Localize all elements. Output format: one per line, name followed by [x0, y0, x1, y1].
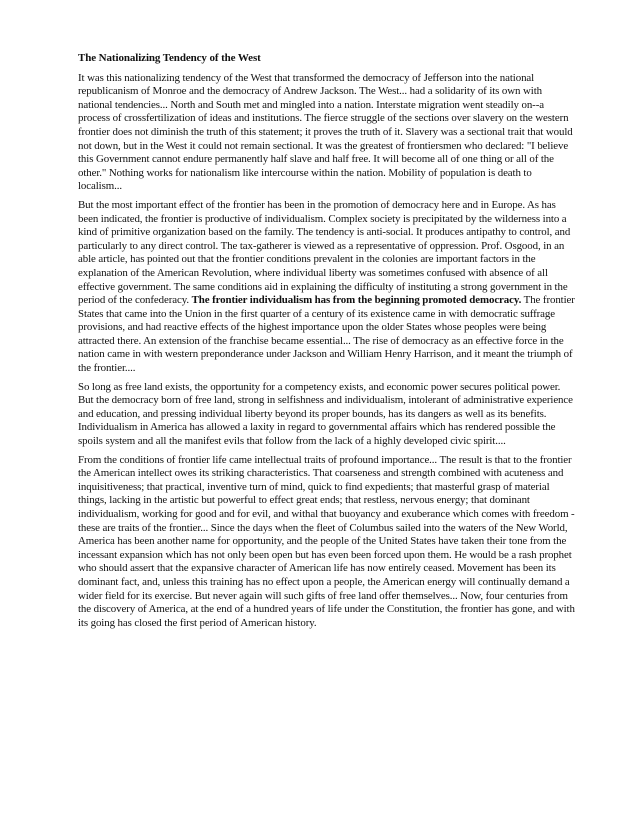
paragraph-free-land [78, 381, 578, 449]
bold-sentence: The frontier individualism has from the beginning promoted democracy. [191, 294, 522, 307]
paragraph-nationalizing [78, 72, 578, 194]
paragraph-text: From the conditions of frontier life came intellectual traits of profound importance... The result is that to the frontier the American intellect owes its striking characteristics. That coarseness and strength combined with acuteness and inquisitiveness; that practical, inventive turn of mind, quick to find expedients; that masterful grasp of material things, lacking in the artistic but powerful to effect great ends; that restless, nervous energy; that dominant individualism, working for good and for evil, and withal that buoyancy and exuberance which comes with freedom - these are traits of the frontier... Since the days when the fleet of Columbus sailed into the waters of the New World, America has been another name for opportunity, and the people of the United States have taken their tone from the incessant expansion which has not only been open but has even been forced upon them. He would be a rash prophet who should assert that the expansive character of American life has now entirely ceased. Movement has been its dominant fact, and, unless this training has no effect upon a people, the American energy will continually demand a wider field for its exercise. But never again will such gifts of free land offer themselves... Now, four centuries from the discovery of America, at the end of a hundred years of life under the Constitution, the frontier has gone, and with its going has closed the first period of American history. [78, 453, 575, 629]
paragraph-democracy [78, 199, 578, 376]
document-title: The Nationalizing Tendency of the West [78, 52, 261, 64]
paragraph-intellectual-traits [78, 454, 578, 631]
paragraph-text-continued: The frontier States that came into the Union in the first quarter of a century of its existence came in with democratic suffrage provisions, and had reactive effects of the highest importance upon the older States whose peoples were being attracted there. An extension of the franchise became essential... The rise of democracy as an effective force in the nation came in with western preponderance under Jackson and William Henry Harrison, and it meant the triumph of the frontier.... [78, 294, 575, 375]
document-page [78, 52, 578, 635]
paragraph-text: So long as free land exists, the opportunity for a competency exists, and economic power secures political power. But the democracy born of free land, strong in selfishness and individualism, intolerant of administrative experience and education, and pressing individual liberty beyond its proper bounds, has its dangers as well as its benefits. Individualism in America has allowed a laxity in regard to governmental affairs which has rendered possible the spoils system and all the manifest evils that follow from the lack of a highly developed civic spirit.... [78, 380, 573, 448]
paragraph-text: It was this nationalizing tendency of the West that transformed the democracy of Jefferson into the national republicanism of Monroe and the democracy of Andrew Jackson. The West... had a solidarity of its own with national tendencies... North and South met and mingled into a nation. Interstate migration went steadily on--a process of crossfertilization of ideas and institutions. The fierce struggle of the sections over slavery on the western frontier does not diminish the truth of this statement; it proves the truth of it. Slavery was a sectional trait that would not down, but in the West it could not remain sectional. It was the greatest of frontiersmen who declared: "I believe this Government cannot endure permanently half slave and half free. It will become all of one thing or all of the other." Nothing works for nationalism like intercourse within the nation. Mobility of population is death to localism... [78, 71, 573, 193]
paragraph-text: But the most important effect of the frontier has been in the promotion of democracy here and in Europe. As has been indicated, the frontier is productive of individualism. Complex society is precipitated by the wilderness into a kind of primitive organization based on the family. The tendency is anti-social. It produces antipathy to control, and particularly to any direct control. The tax-gatherer is viewed as a representative of oppression. Prof. Osgood, in an able article, has pointed out that the frontier conditions prevalent in the colonies are important factors in the explanation of the American Revolution, where individual liberty was sometimes confused with absence of all effective government. The same conditions aid in explaining the difficulty of instituting a strong government in the period of the confederacy. [78, 198, 571, 307]
